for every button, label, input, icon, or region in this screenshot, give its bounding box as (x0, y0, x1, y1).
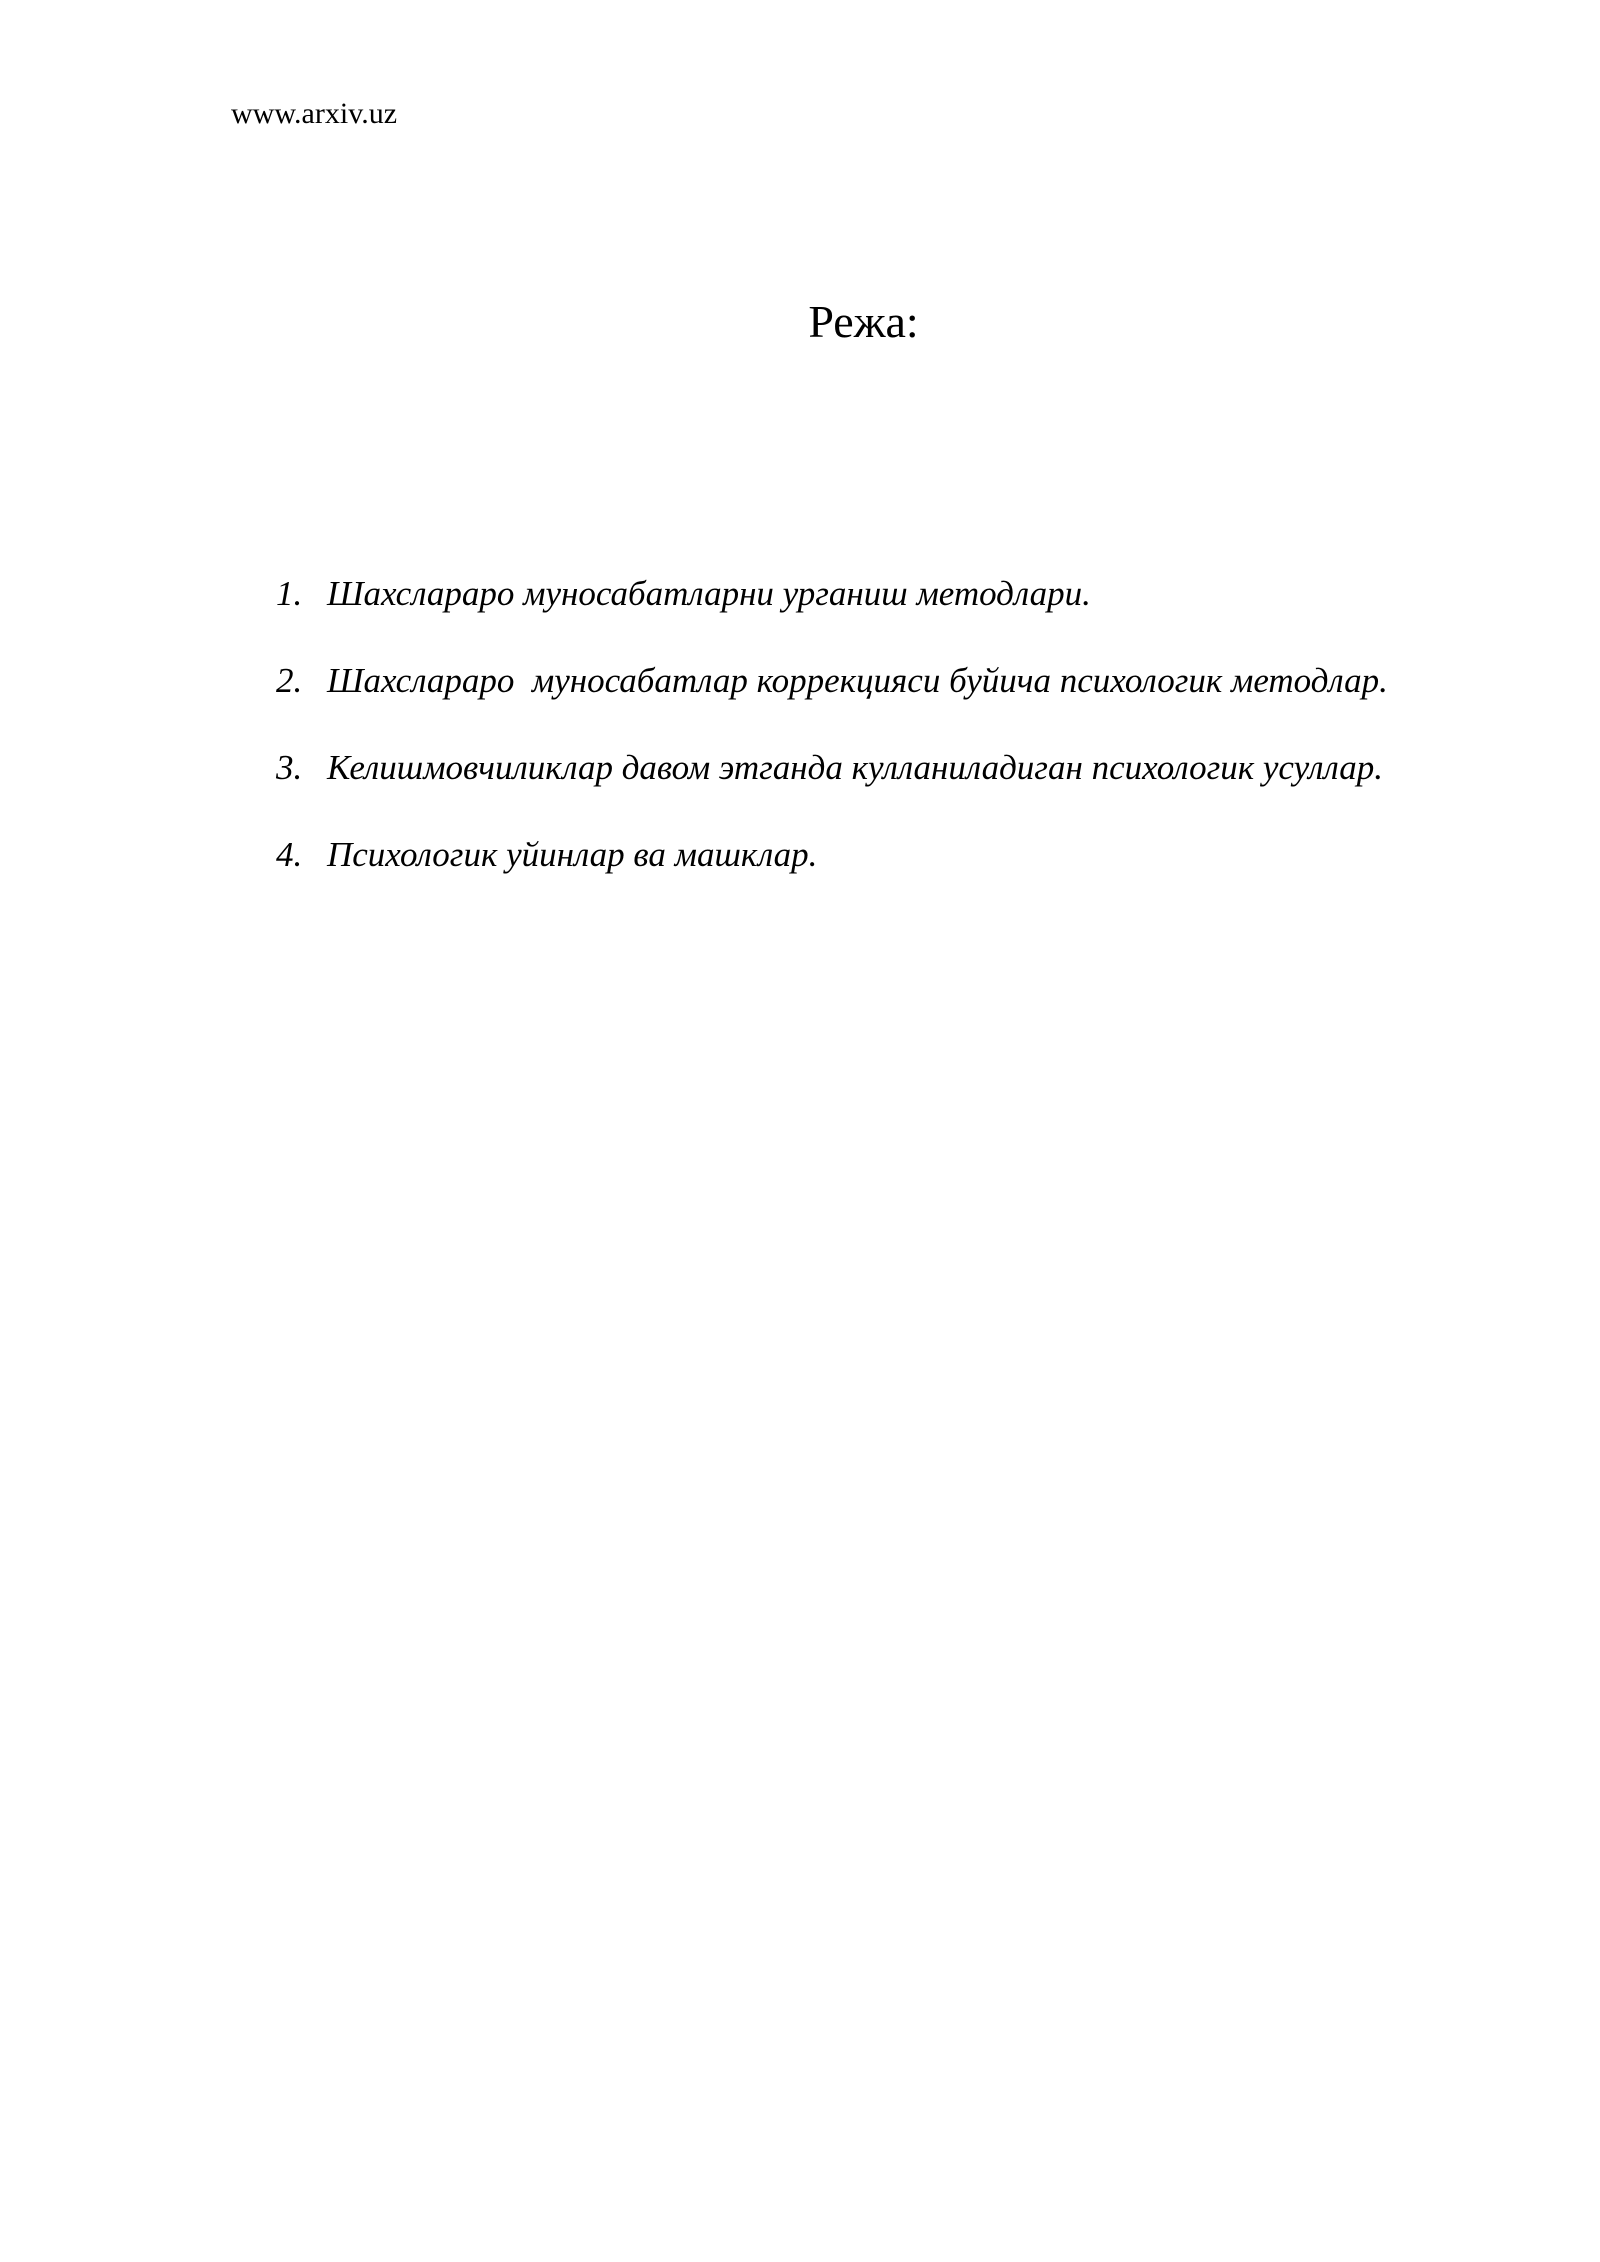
site-url-header: www.arxiv.uz (231, 97, 398, 130)
plan-item-text: Келишмовчиликлар давом этганда кулланиладиган психологик усуллар. (327, 748, 1383, 787)
plan-item (276, 568, 1388, 655)
plan-list (276, 568, 1388, 916)
plan-item-text: Психологик уйинлар ва машклар. (327, 835, 818, 874)
plan-item-number: 1. (276, 574, 303, 613)
plan-item-text: Шахслараро муносабатлар коррекцияси буйича психологик методлар. (327, 661, 1388, 700)
plan-item-number: 3. (276, 748, 303, 787)
plan-item (276, 655, 1388, 742)
plan-item (276, 829, 1388, 916)
plan-item-number: 2. (276, 661, 303, 700)
plan-item (276, 742, 1388, 829)
page-title: Режа: (808, 296, 919, 347)
plan-item-text: Шахслараро муносабатларни урганиш методлари. (327, 574, 1091, 613)
plan-item-number: 4. (276, 835, 303, 874)
